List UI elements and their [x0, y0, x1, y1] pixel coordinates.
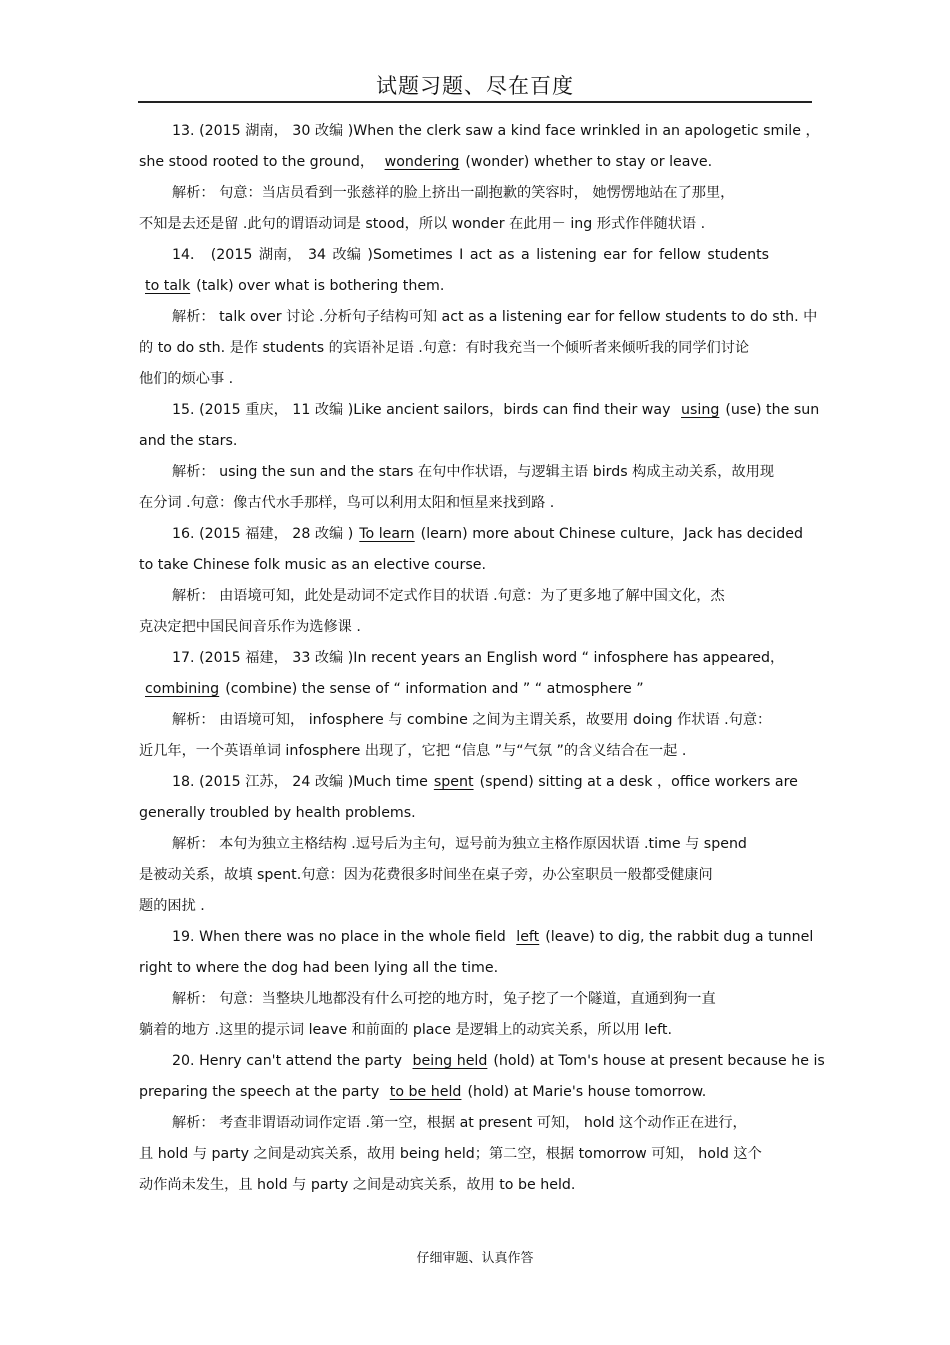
explanation-17-line-1: 解析： 由语境可知， infosphere 与 combine 之间为主谓关系，故要用 doing 作状语 .句意： [172, 712, 772, 728]
question-17-line-2 [139, 674, 813, 705]
answer-blank: wondering [384, 154, 460, 170]
explanation-20-line-3: 动作尚未发生，且 hold 与 party 之间是动宾关系，故用 to be held. [139, 1177, 576, 1193]
question-text: 20. Henry can't attend the party [172, 1053, 402, 1069]
question-text: (hold) at Marie's house tomorrow. [467, 1084, 707, 1100]
document-body [139, 116, 825, 1201]
question-16-line-2: to take Chinese folk music as an elective course. [139, 557, 487, 573]
question-text: 19. When there was no place in the whole field [172, 929, 506, 945]
explanation-15-line-2: 在分词 .句意：像古代水手那样，鸟可以利用太阳和恒星来找到路 . [139, 495, 555, 511]
question-20-line-1 [139, 1046, 825, 1077]
question-text: (leave) to dig, the rabbit dug a tunnel [545, 929, 814, 945]
explanation-16-line-2: 克决定把中国民间音乐作为选修课 . [139, 619, 361, 635]
explanation-19-line-2: 躺着的地方 .这里的提示词 leave 和前面的 place 是逻辑上的动宾关系，所以用 left. [139, 1022, 672, 1038]
question-20-line-2 [139, 1077, 813, 1108]
explanation-13-line-2: 不知是去还是留 .此句的谓语动词是 stood，所以 wonder 在此用－ ing 形式作伴随状语 . [139, 216, 706, 232]
question-text: (talk) over what is bothering them. [196, 278, 445, 294]
answer-blank: using [681, 402, 720, 418]
question-18-line-1 [139, 767, 813, 798]
explanation-18-line-2: 是被动关系，故填 spent.句意：因为花费很多时间坐在桌子旁，办公室职员一般都受健康问 [139, 867, 713, 883]
explanation-20-line-1: 解析： 考查非谓语动词作定语 .第一空，根据 at present 可知， hold 这个动作正在进行， [172, 1115, 747, 1131]
question-15-line-1 [139, 395, 820, 426]
page-header-title: 试题习题、尽在百度 [376, 74, 574, 98]
explanation-14-line-2: 的 to do sth. 是作 students 的宾语补足语 .句意：有时我充当一个倾听者来倾听我的同学们讨论 [139, 340, 750, 356]
explanation-14-line-1: 解析： talk over 讨论 .分析句子结构可知 act as a listening ear for fellow students to do sth. 中 [172, 309, 818, 325]
question-text: (use) the sun [725, 402, 820, 418]
question-text: (combine) the sense of “ information and ” “ atmosphere ” [225, 681, 644, 697]
answer-blank: to talk [145, 278, 191, 294]
explanation-20-line-2: 且 hold 与 party 之间是动宾关系，故用 being held；第二空，根据 tomorrow 可知， hold 这个 [139, 1146, 762, 1162]
question-text: preparing the speech at the party [139, 1084, 380, 1100]
explanation-19-line-1: 解析： 句意：当整块儿地都没有什么可挖的地方时，兔子挖了一个隧道，直通到狗一直 [172, 991, 716, 1007]
question-text: 16. (2015 福建， 28 改编 ) [172, 526, 354, 542]
explanation-15-line-1: 解析： using the sun and the stars 在句中作状语，与逻辑主语 birds 构成主动关系，故用现 [172, 464, 775, 480]
header-divider [138, 101, 812, 103]
explanation-16-line-1: 解析： 由语境可知，此处是动词不定式作目的状语 .句意：为了更多地了解中国文化，杰 [172, 588, 725, 604]
page-footer-text: 仔细审题、认真作答 [416, 1251, 534, 1266]
explanation-13-line-1: 解析： 句意：当店员看到一张慈祥的脸上挤出一副抱歉的笑容时， 她愣愣地站在了那里， [172, 185, 735, 201]
question-14-line-1: 14． (2015 湖南， 34 改编 )Sometimes I act as a listening ear for fellow students [172, 247, 770, 263]
question-19-line-2: right to where the dog had been lying all the time. [139, 960, 499, 976]
question-14-line-2 [139, 271, 813, 302]
explanation-17-line-2: 近几年，一个英语单词 infosphere 出现了，它把 “信息 ”与“气氛 ”的含义结合在一起 . [139, 743, 687, 759]
question-text: (hold) at Tom's house at present because he is [493, 1053, 825, 1069]
question-13-line-2 [139, 147, 813, 178]
explanation-14-line-3: 他们的烦心事 . [139, 371, 234, 387]
question-text: 15. (2015 重庆， 11 改编 )Like ancient sailors，birds can find their way [172, 402, 671, 418]
answer-blank: spent [433, 774, 474, 790]
question-18-line-2: generally troubled by health problems. [139, 805, 416, 821]
question-16-line-1 [139, 519, 813, 550]
explanation-18-line-3: 题的困扰 . [139, 898, 205, 914]
question-text: (wonder) whether to stay or leave. [465, 154, 713, 170]
question-15-line-2: and the stars. [139, 433, 238, 449]
answer-blank: To learn [359, 526, 415, 542]
explanation-18-line-1: 解析： 本句为独立主格结构 .逗号后为主句，逗号前为独立主格作原因状语 .time 与 spend [172, 836, 747, 852]
question-17-line-1: 17. (2015 福建， 33 改编 )In recent years an English word “ infosphere has appeared， [172, 650, 785, 666]
question-13-line-1: 13. (2015 湖南， 30 改编 )When the clerk saw a kind face wrinkled in an apologetic smile ， [172, 123, 820, 139]
answer-blank: being held [412, 1053, 488, 1069]
question-19-line-1 [139, 922, 813, 953]
question-text: 18. (2015 江苏， 24 改编 )Much time [172, 774, 428, 790]
question-text: (learn) more about Chinese culture，Jack has decided [420, 526, 804, 542]
answer-blank: left [516, 929, 540, 945]
question-text: she stood rooted to the ground， [139, 154, 375, 170]
answer-blank: combining [145, 681, 220, 697]
question-text: (spend) sitting at a desk ，office workers are [479, 774, 798, 790]
answer-blank: to be held [389, 1084, 462, 1100]
